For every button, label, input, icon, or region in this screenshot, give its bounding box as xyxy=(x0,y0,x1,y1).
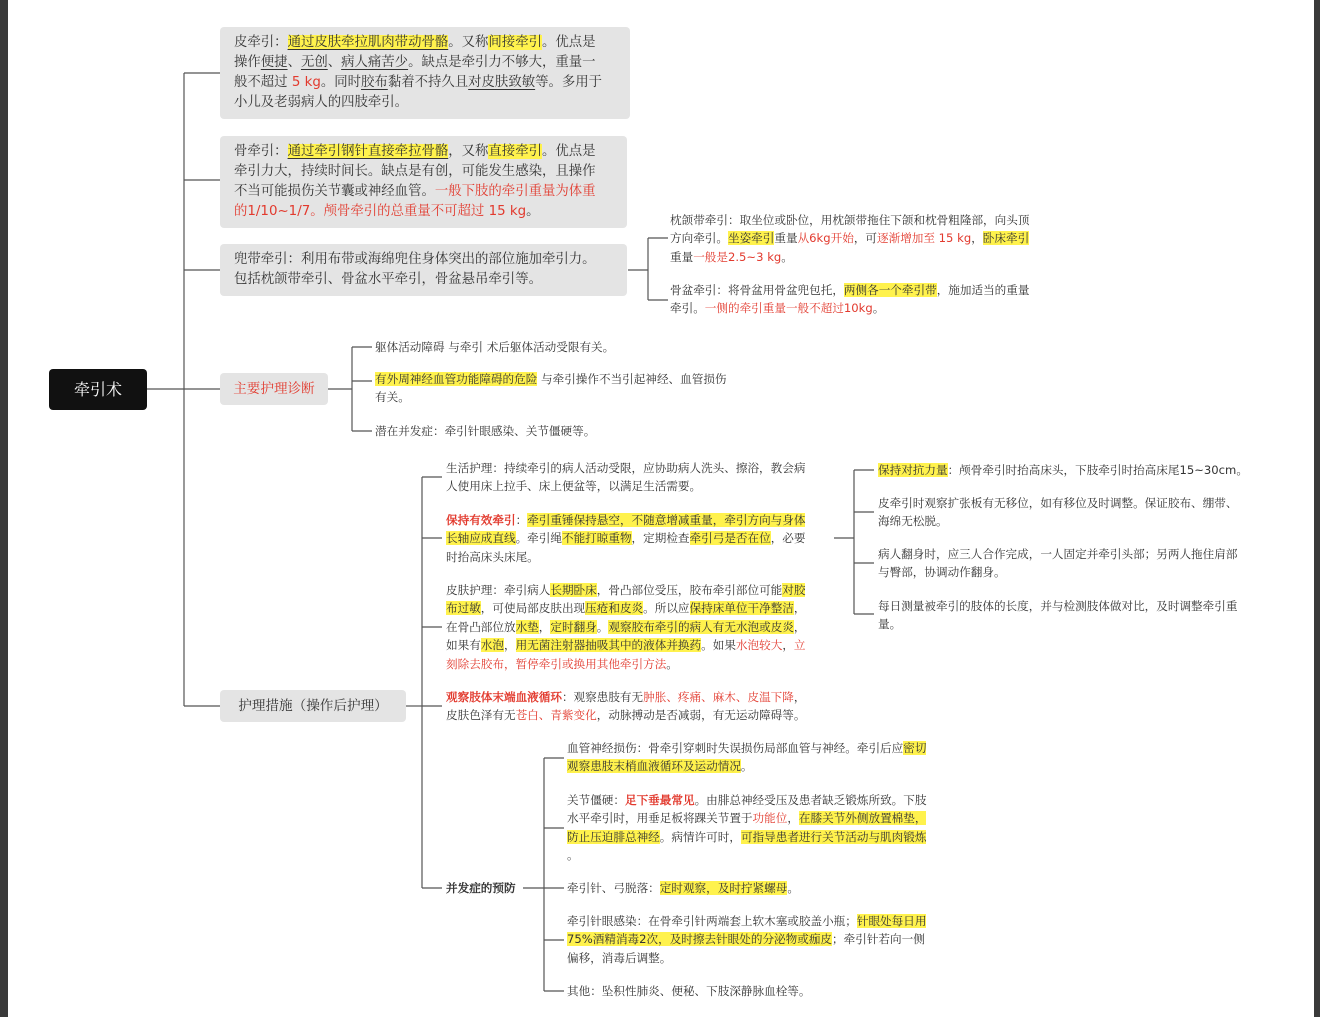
red-text: 功能位 xyxy=(752,811,788,826)
highlight-text: 密切 xyxy=(903,741,927,755)
highlight-text: 定时翻身 xyxy=(550,619,597,634)
text: 。优点是 xyxy=(541,35,596,50)
text: 每日测量被牵引的肢体的长度，并与检测肢体做对比，及时调整牵引重 xyxy=(878,599,1238,613)
text: 。所以应 xyxy=(643,601,690,616)
red-text: 一般是2.5~3 kg xyxy=(693,249,782,264)
highlight-text: 长轴应成直线 xyxy=(446,531,516,546)
highlight-text: 保持床单位干净整洁 xyxy=(689,601,794,616)
highlight-text: 水泡 xyxy=(480,638,504,653)
text: 。 xyxy=(526,204,540,219)
skin-traction-node[interactable] xyxy=(220,27,630,119)
bone-traction-label: 骨牵引： xyxy=(234,144,288,159)
highlight-text: 卧床牵引 xyxy=(982,231,1030,246)
highlight-text: 75%酒精消毒2次，及时擦去针眼处的分泌物或痂皮 xyxy=(567,932,833,947)
text: ，施加适当的重量 xyxy=(936,283,1030,297)
highlight-text: 用无菌注射器抽吸其中的液体并换药 xyxy=(515,638,702,653)
text: 。同时 xyxy=(320,75,362,90)
text: ；牵引针若向一侧 xyxy=(832,932,925,947)
text: 。 xyxy=(596,619,609,634)
highlight-text: 定时观察，及时拧紧螺母 xyxy=(659,881,788,895)
text: 。 xyxy=(872,301,885,316)
other-complications-item[interactable] xyxy=(567,982,959,1000)
limb-length-item[interactable] xyxy=(878,597,1278,634)
pin-infection-item[interactable] xyxy=(567,912,959,967)
counter-force-item[interactable] xyxy=(878,461,1278,479)
highlight-text: 通过皮肤牵拉肌肉带动骨骼 xyxy=(287,35,449,50)
text: 生活护理：持续牵引的病人活动受限，应协助病人洗头、擦浴，教会病 xyxy=(446,461,806,475)
text: 与臀部，协调动作翻身。 xyxy=(878,565,1006,580)
highlight-text: 有外周神经血管功能障碍的危险 xyxy=(375,372,538,386)
nursing-diagnosis-label: 主要护理诊断 xyxy=(233,381,315,397)
bone-traction-node[interactable] xyxy=(220,136,627,228)
text: 皮牵引时观察扩张板有无移位，如有移位及时调整。保证胶布、绷带、 xyxy=(878,496,1238,510)
text: 。 xyxy=(787,881,799,895)
highlight-text: 坐姿牵引 xyxy=(727,231,775,246)
text: 关节僵硬： xyxy=(567,793,625,807)
occipital-traction-node[interactable] xyxy=(670,211,1070,266)
text: 有关。 xyxy=(375,390,410,405)
text: 、 xyxy=(287,55,301,70)
highlight-text: 水垫 xyxy=(515,619,539,634)
skin-traction-label: 皮牵引： xyxy=(234,35,288,50)
sling-traction-node[interactable] xyxy=(220,244,627,296)
highlight-text: 布过敏 xyxy=(446,601,481,616)
red-text: 苍白、青紫变化 xyxy=(515,708,597,723)
text: 海绵无松脱。 xyxy=(878,514,948,529)
highlight-text: 牵引弓是否在位 xyxy=(689,531,771,546)
text: 人使用床上拉手、床上便盆等，以满足生活需要。 xyxy=(446,479,702,494)
text: ， xyxy=(504,638,516,653)
text: 血管神经损伤：骨牵引穿刺时失误损伤局部血管与神经。牵引后应 xyxy=(567,741,904,755)
text: ， xyxy=(793,619,806,634)
text: 方向牵引。 xyxy=(670,231,728,246)
effective-traction-title: 保持有效牵引 xyxy=(446,513,516,527)
text: ：颅骨牵引时抬高床头，下肢牵引时抬高床尾15~30cm。 xyxy=(947,463,1248,477)
diagnosis-item-1[interactable] xyxy=(375,338,775,356)
highlight-text: 防止压迫腓总神经 xyxy=(567,829,660,844)
red-text: 一般下肢的牵引重量为体重 xyxy=(434,184,596,199)
circulation-node[interactable] xyxy=(446,688,838,725)
text: ， xyxy=(793,601,806,616)
text: 牵引。 xyxy=(670,301,705,316)
text: 皮肤护理：牵引病人 xyxy=(446,583,551,597)
text: 量。 xyxy=(878,617,902,632)
text: ，可使局部皮肤出现 xyxy=(480,601,586,616)
underline-text: 对皮肤致敏 xyxy=(468,75,536,90)
text: 。由腓总神经受压及患者缺乏锻炼所致。下肢 xyxy=(694,793,927,807)
vascular-injury-item[interactable] xyxy=(567,739,959,776)
text: 、 xyxy=(327,55,342,70)
text: ：观察患肢有无 xyxy=(561,690,644,704)
root-label: 牵引术 xyxy=(73,380,122,399)
red-text: 5 kg xyxy=(291,75,321,90)
text: 。 xyxy=(567,848,579,863)
highlight-text: 保持对抗力量 xyxy=(878,463,948,477)
text: 小儿及老弱病人的四肢牵引。 xyxy=(234,95,409,110)
text: 。缺点是牵引力不够大，重量一 xyxy=(408,55,596,70)
red-text: 的1/10~1/7。颅骨牵引的总重量不可超过 15 kg xyxy=(234,204,527,219)
highlight-text: 观察患肢末梢血液循环及运动情况 xyxy=(567,759,741,774)
text: ， xyxy=(787,811,799,826)
pelvic-traction-node[interactable] xyxy=(670,281,1070,318)
skin-traction-check-item[interactable] xyxy=(878,494,1278,531)
text: 重量 xyxy=(774,231,798,246)
text: 不当可能损伤关节囊或神经血管。 xyxy=(234,184,435,199)
underline-text: 便捷 xyxy=(260,55,288,70)
effective-traction-node[interactable] xyxy=(446,511,838,566)
text: 水平牵引时，用垂足板将踝关节置于 xyxy=(567,811,753,826)
highlight-text: 在膝关节外侧放置棉垫， xyxy=(798,811,927,826)
text: 骨盆牵引：将骨盆用骨盆兜包托， xyxy=(670,283,844,297)
text: 操作 xyxy=(234,55,261,70)
text: 。 xyxy=(666,656,678,671)
life-care-node[interactable] xyxy=(446,459,838,496)
text: 在骨凸部位放 xyxy=(446,619,516,634)
text: ， xyxy=(793,690,806,704)
red-text: 立 xyxy=(793,638,806,653)
text: 重量 xyxy=(670,249,694,264)
text: ，动脉搏动是否减弱，有无运动障碍等。 xyxy=(596,708,806,723)
highlight-text: 两侧各一个牵引带 xyxy=(843,283,937,297)
text: 。优点是 xyxy=(541,144,596,159)
text: 黏着不持久且 xyxy=(387,75,469,90)
highlight-text: 针眼处每日用 xyxy=(856,914,927,928)
nursing-measures-node[interactable] xyxy=(220,690,406,722)
text: 时抬高床头床尾。 xyxy=(446,549,539,564)
nursing-diagnosis-node[interactable] xyxy=(220,373,328,405)
joint-stiffness-item[interactable] xyxy=(567,791,959,865)
text: 。又称 xyxy=(448,35,489,50)
skin-care-node[interactable] xyxy=(446,581,838,673)
text: 枕颌带牵引：取坐位或卧位，用枕颌带拖住下颌和枕骨粗隆部，向头顶 xyxy=(670,213,1030,227)
nursing-measures-label: 护理措施（操作后护理） xyxy=(238,698,388,714)
red-text: 逐渐增加至 15 kg xyxy=(877,231,972,246)
text: 。 xyxy=(781,249,793,264)
diagnosis-item-2[interactable] xyxy=(375,370,775,407)
text: ， xyxy=(971,231,983,246)
highlight-text: 通过牵引钢针直接牵拉骨骼 xyxy=(287,144,449,159)
complications-label: 并发症的预防 xyxy=(446,881,516,895)
text: ，又称 xyxy=(448,144,489,159)
root-node[interactable] xyxy=(49,369,147,410)
highlight-text: 压疮和皮炎 xyxy=(585,601,644,616)
text: ，定期检查 xyxy=(631,531,690,546)
text: ，骨凸部位受压，胶布牵引部位可能 xyxy=(596,583,783,597)
highlight-text: 不能打晾重物 xyxy=(561,531,632,546)
text: 牵引针、弓脱落： xyxy=(567,881,660,895)
red-text: 刻除去胶布，暂停牵引或换用其他牵引方法 xyxy=(446,656,667,671)
red-text: 一侧的牵引重量一般不超过10kg xyxy=(704,301,873,316)
highlight-text: 长期卧床 xyxy=(550,583,597,597)
highlight-text: 牵引重锤保持悬空，不随意增减重量，牵引方向与身体 xyxy=(527,513,806,527)
red-text: 水泡较大 xyxy=(735,638,783,653)
text: 等。多用于 xyxy=(535,75,603,90)
text: 病人翻身时，应三人合作完成，一人固定并牵引头部；另两人拖住肩部 xyxy=(878,547,1238,561)
text: ： xyxy=(515,513,528,527)
text: 其他：坠积性肺炎、便秘、下肢深静脉血栓等。 xyxy=(567,984,811,998)
text: 偏移，消毒后调整。 xyxy=(567,950,672,965)
red-text: 肿胀、疼痛、麻木、皮温下降 xyxy=(643,690,794,704)
turning-over-item[interactable] xyxy=(878,545,1278,582)
highlight-text: 可指导患者进行关节活动与肌肉锻炼 xyxy=(740,829,927,844)
red-text: 足下垂最常见 xyxy=(624,793,695,807)
red-text: 从6kg开始 xyxy=(797,231,854,246)
text: ， xyxy=(538,619,551,634)
underline-text: 病人痛苦少 xyxy=(341,55,409,70)
text: 。病情许可时， xyxy=(659,829,741,844)
highlight-text: 对胶 xyxy=(782,583,806,597)
text: ，可 xyxy=(853,231,878,246)
text: 般不超过 xyxy=(234,75,292,90)
text: 。牵引绳 xyxy=(515,531,562,546)
text: 。如果 xyxy=(701,638,736,653)
text: 皮肤色泽有无 xyxy=(446,708,516,723)
text: 牵引力大，持续时间长。缺点是有创，可能发生感染，且操作 xyxy=(234,164,596,179)
underline-text: 无创 xyxy=(300,55,328,70)
complications-node[interactable] xyxy=(446,879,526,897)
text: 如果有 xyxy=(446,638,481,653)
highlight-text: 观察胶布牵引的病人有无水泡或皮炎 xyxy=(608,619,794,634)
text: ，必要 xyxy=(770,531,806,546)
text: 。 xyxy=(740,759,753,774)
text: 包括枕颌带牵引、骨盆水平牵引，骨盆悬吊牵引等。 xyxy=(234,272,542,287)
pin-loosening-item[interactable] xyxy=(567,879,959,897)
diagnosis-item-3[interactable] xyxy=(375,422,775,440)
text: 兜带牵引：利用布带或海绵兜住身体突出的部位施加牵引力。 xyxy=(234,252,596,267)
circulation-title: 观察肢体末端血液循环 xyxy=(446,690,562,704)
text: 与牵引操作不当引起神经、血管损伤 xyxy=(537,372,727,386)
mindmap-page xyxy=(8,0,1314,1017)
text: ， xyxy=(782,638,794,653)
underline-text: 胶布 xyxy=(361,75,388,90)
highlight-text: 间接牵引 xyxy=(488,35,542,50)
highlight-text: 直接牵引 xyxy=(488,144,542,159)
text: 躯体活动障碍 与牵引 术后躯体活动受限有关。 xyxy=(375,340,615,354)
text: 潜在并发症：牵引针眼感染、关节僵硬等。 xyxy=(375,424,596,438)
text: 牵引针眼感染：在骨牵引针两端套上软木塞或胶盖小瓶； xyxy=(567,914,857,928)
